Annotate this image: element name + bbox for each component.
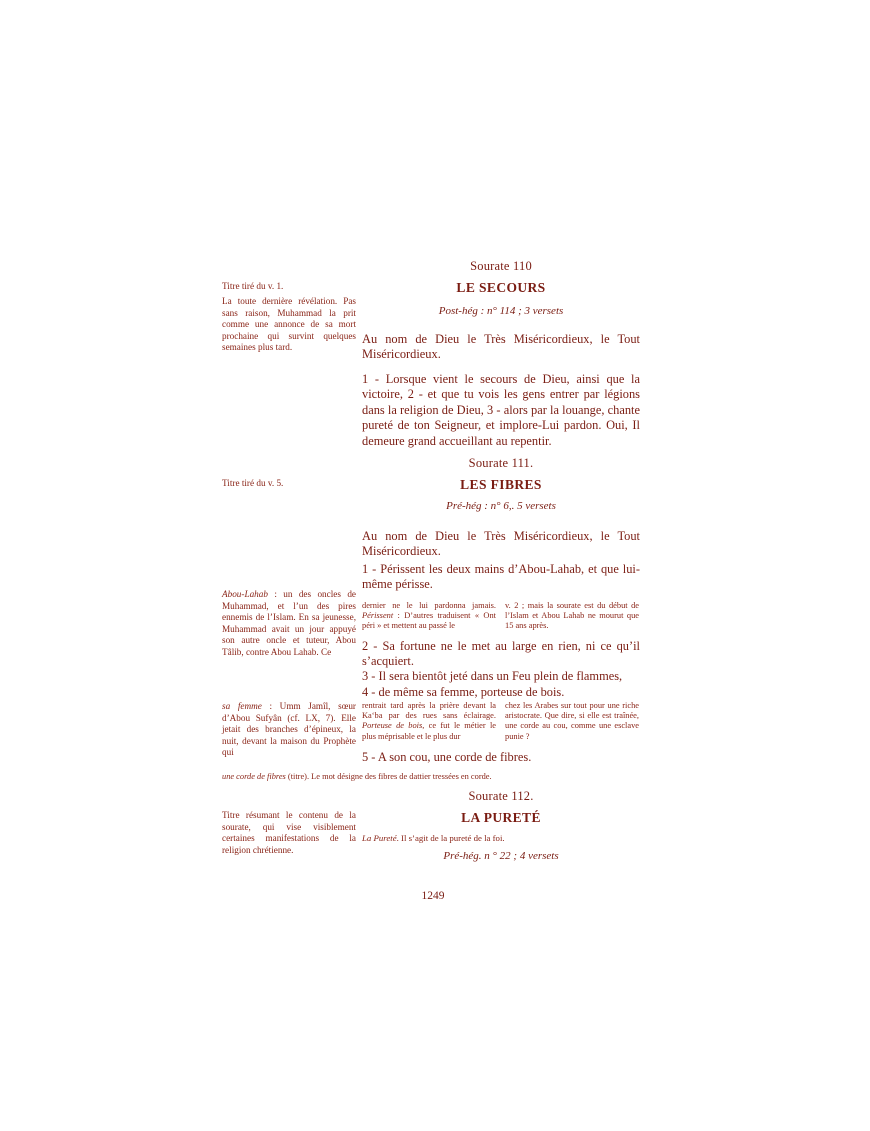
- footnote-sa-femme-col2: [362, 701, 496, 742]
- sourate-110-subtitle: Post-hég : n° 114 ; 3 versets: [438, 305, 564, 317]
- footnote-abou-lahab-col2-a: dernier ne le lui pardonna jamais.: [362, 601, 496, 610]
- sourate-111-number: Sourate 111.: [468, 456, 534, 470]
- footnote-abou-lahab-columns: [362, 601, 640, 632]
- verses-110: 1 - Lorsque vient le secours de Dieu, ainsi que la victoire, 2 - et que tu vois les gens entrer par légions dans la religion de Dieu, 3 - alors par la louange, chante pureté de ton Seigneur, et implore-Lui pardon. Oui, Il demeure grand accueillant au repentir.: [362, 372, 640, 448]
- inline-note-la-purete-body: . Il s’agit de la pureté de la foi.: [396, 833, 505, 843]
- page-number: 1249: [421, 890, 445, 902]
- footnote-abou-lahab-col2-b: : D’autres traduisent « Ont péri » et mettent au passé le: [362, 611, 496, 631]
- sourate-110-number: Sourate 110: [470, 259, 532, 273]
- margin-note-abou-lahab-lead: Abou-Lahab: [222, 589, 268, 599]
- sourate-112-title: LA PURETÉ: [461, 810, 541, 825]
- sourate-110-title: LE SECOURS: [456, 280, 546, 295]
- footnote-abou-lahab-col2-lead: Périssent: [362, 611, 394, 621]
- margin-note-abou-lahab: [222, 589, 356, 659]
- footnote-sa-femme-columns: [362, 701, 640, 742]
- margin-note-sa-femme-body: : Umm Jamîl, sœur d’Abou Sufyân (cf. LX, 7). Elle jetait des branches d’épineux, la nuit, devant la maison du Prophète qui: [222, 701, 356, 758]
- footnote-sa-femme-col2-lead: Porteuse de bois: [362, 721, 423, 731]
- verse-111-1: 1 - Périssent les deux mains d’Abou-Lahab, et que lui-même périsse.: [362, 562, 640, 592]
- margin-note-112-body: Titre résumant le contenu de la sourate, qui vise visiblement certaines manifestations de la religion chrétienne.: [222, 810, 356, 855]
- margin-note-110-body: La toute dernière révélation. Pas sans raison, Muhammad la prit comme une annonce de sa mort prochaine qui survint quelques semaines plus tard.: [222, 296, 356, 353]
- sourate-111-title: LES FIBRES: [460, 477, 542, 492]
- verse-111-2: 2 - Sa fortune ne le met au large en rien, ni ce qu’il s’acquiert.: [362, 639, 640, 669]
- basmala-110: Au nom de Dieu le Très Miséricordieux, le Tout Miséricordieux.: [362, 332, 640, 362]
- footnote-sa-femme-col3: chez les Arabes sur tout pour une riche aristocrate. Que dire, si elle est traînée, une corde au cou, comme une esclave punie ?: [505, 701, 639, 741]
- inline-note-la-purete-lead: La Pureté: [362, 833, 397, 843]
- inline-note-la-purete: [362, 833, 640, 844]
- margin-note-abou-lahab-body: : un des oncles de Muhammad, et l’un des pires ennemis de l’Islam. En sa jeunesse, Muhammad avait un jour appuyé son autre oncle et tuteur, Abou Tâlib, contre Abou Lahab. Ce: [222, 589, 356, 657]
- verse-111-3: 3 - Il sera bientôt jeté dans un Feu plein de flammes,: [362, 669, 623, 683]
- footnote-corde-lead: une corde de fibres: [222, 772, 286, 781]
- basmala-111: Au nom de Dieu le Très Miséricordieux, le Tout Miséricordieux.: [362, 529, 640, 559]
- footnote-abou-lahab-col2: [362, 601, 496, 632]
- margin-note-110-title: Titre tiré du v. 1.: [222, 281, 284, 291]
- footnote-sa-femme-col2-b: , ce fut le métier le plus méprisable et le plus dur: [362, 721, 497, 741]
- margin-note-sa-femme-lead: sa femme: [222, 701, 262, 711]
- margin-note-sa-femme: [222, 701, 356, 759]
- footnote-sa-femme-col2-a: rentrait tard après la prière devant la Ka‘ba par des rues sans éclairage.: [362, 701, 496, 721]
- footnote-corde-body: (titre). Le mot désigne des fibres de dattier tressées en corde.: [285, 772, 492, 781]
- sourate-111-subtitle: Pré-hég : n° 6,. 5 versets: [446, 500, 556, 512]
- footnote-corde-de-fibres: [222, 772, 640, 782]
- margin-note-111-title: Titre tiré du v. 5.: [222, 478, 284, 488]
- verse-111-4: 4 - de même sa femme, porteuse de bois.: [362, 685, 565, 699]
- sourate-112-number: Sourate 112.: [468, 789, 534, 803]
- verse-111-5: 5 - A son cou, une corde de fibres.: [362, 750, 532, 764]
- sourate-112-subtitle: Pré-hég. n ° 22 ; 4 versets: [443, 850, 559, 862]
- footnote-abou-lahab-col3: v. 2 ; mais la sourate est du début de l’Islam et Abou Lahab ne mourut que 15 ans après.: [505, 601, 639, 631]
